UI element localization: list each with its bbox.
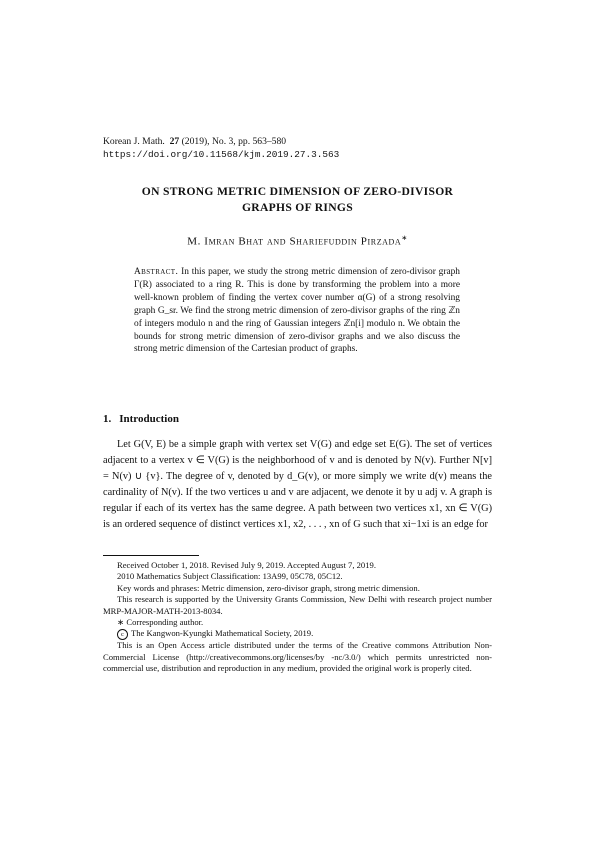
section-title: Introduction <box>119 413 179 425</box>
section-heading <box>103 413 179 425</box>
paper-title <box>103 184 492 216</box>
footnote-support: This research is supported by the University Grants Commission, New Delhi with research project number MRP-MAJOR-MATH-2013-8034. <box>103 594 492 616</box>
journal-volume: 27 <box>169 136 180 147</box>
journal-citation <box>103 135 286 148</box>
footnote-received: Received October 1, 2018. Revised July 9, 2019. Accepted August 7, 2019. <box>117 560 376 570</box>
footnote-keywords: Key words and phrases: Metric dimension, zero-divisor graph, strong metric dimension. <box>117 582 420 593</box>
footnote-msc: 2010 Mathematics Subject Classification: 13A99, 05C78, 05C12. <box>117 571 343 582</box>
corresponding-mark: ∗ <box>401 234 408 242</box>
abstract-label: Abstract. <box>134 267 179 277</box>
footnote-license: This is an Open Access article distributed under the terms of the Creative commons Attribution Non-Commercial License (http://creativecommons.org/licenses/by -nc/3.0/) which permits unrestricted non-commercial use, distribution and reproduction in any medium, provided the original work is properly cited. <box>103 640 492 674</box>
footnote-rule <box>103 555 199 556</box>
section-number: 1. <box>103 413 112 425</box>
doi-link[interactable]: https://doi.org/10.11568/kjm.2019.27.3.563 <box>103 149 340 160</box>
abstract-text: In this paper, we study the strong metric dimension of zero-divisor graph Γ(R) associated to a ring R. This is done by transforming the problem into a more well-known problem of finding the vertex cover number α(G) of a strong resolving graph G_sr. We find the strong metric dimension of zero-divisor graphs of the ring ℤn of integers modulo n and the ring of Gaussian integers ℤn[i] modulo n. We obtain the bounds for strong metric dimension of zero-divisor graphs and we also discuss the strong metric dimension of the Cartesian product of graphs. <box>134 267 460 355</box>
title-line-2: GRAPHS OF RINGS <box>241 201 353 214</box>
footnote-corresponding: ∗ Corresponding author. <box>117 617 204 628</box>
abstract <box>134 266 460 356</box>
journal-name: Korean J. Math. <box>103 136 165 147</box>
copyright-icon: c <box>117 629 128 640</box>
journal-issue-pages: (2019), No. 3, pp. 563–580 <box>181 136 287 147</box>
authors: M. Imran Bhat and Shariefuddin Pirzada <box>187 235 402 248</box>
author-line <box>103 234 492 248</box>
copyright-text: The Kangwon-Kyungki Mathematical Society, 2019. <box>131 628 314 639</box>
footnote-copyright <box>103 628 492 640</box>
intro-paragraph: Let G(V, E) be a simple graph with vertex set V(G) and edge set E(G). The set of vertices adjacent to a vertex v ∈ V(G) is the neighborhood of v and is denoted by N(v). Further N[v] = N(v) ∪ {v}. The degree of v, denoted by d_G(v), or more simply we write d(v) means the cardinality of N(v). If the two vertices u and v are adjacent, we denote it by u adj v. A graph is regular if each of its vertex has the same degree. A path between two vertices x1, xn ∈ V(G) is an ordered sequence of distinct vertices x1, x2, . . . , xn of G such that xi−1xi is an edge for <box>103 439 492 531</box>
footnotes <box>103 560 492 675</box>
title-line-1: ON STRONG METRIC DIMENSION OF ZERO-DIVISOR <box>141 185 454 198</box>
